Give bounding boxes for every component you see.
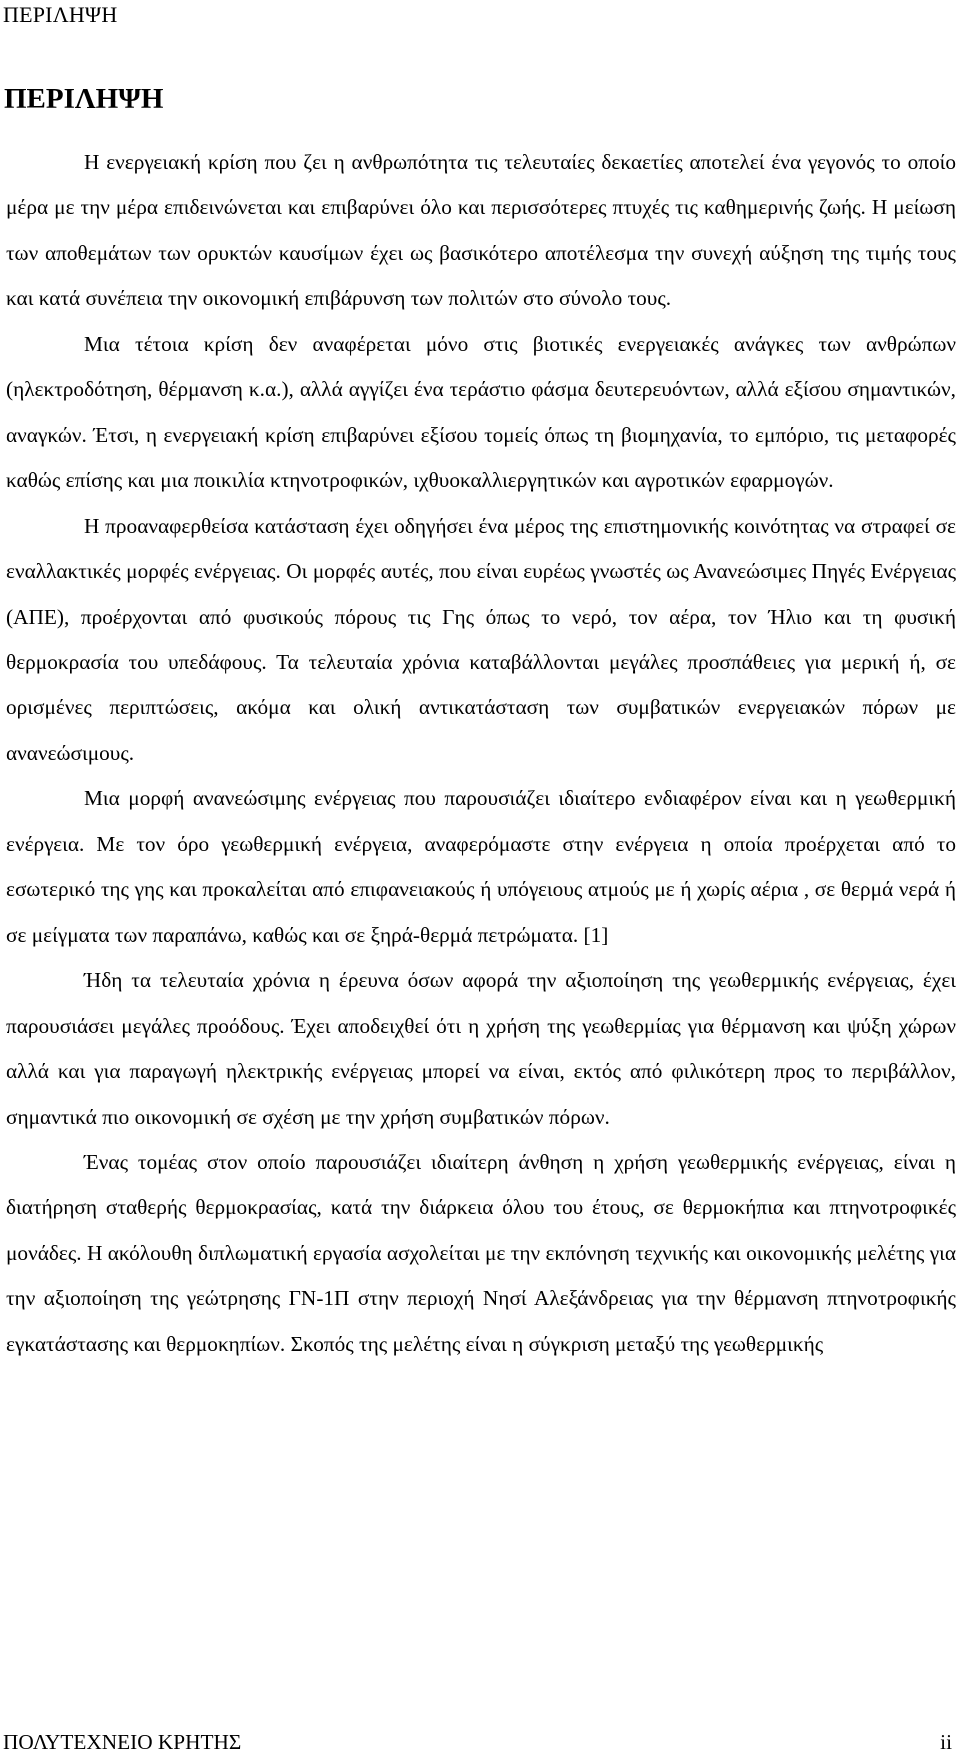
paragraph: Η ενεργειακή κρίση που ζει η ανθρωπότητα τις τελευταίες δεκαετίες αποτελεί ένα γεγονός το οποίο μέρα με την μέρα επιδεινώνεται και επιβαρύνει όλο και περισσότερες πτυχές τις καθημερινής ζωής. Η μείωση των αποθεμάτων των ορυκτών καυσίμων έχει ως βασικότερο αποτέλεσμα την συνεχή αύξηση της τιμής τους και κατά συνέπεια την οικονομική επιβάρυνση των πολιτών στο σύνολο τους. bbox=[6, 150, 956, 311]
footer-divider bbox=[0, 1724, 960, 1725]
paragraph: Μια τέτοια κρίση δεν αναφέρεται μόνο στις βιοτικές ενεργειακές ανάγκες των ανθρώπων (ηλεκτροδότηση, θέρμανση κ.α.), αλλά αγγίζει ένα τεράστιο φάσμα δευτερευόντων, αλλά εξίσου σημαντικών, αναγκών. Έτσι, η ενεργειακή κρίση επιβαρύνει εξίσου τομείς όπως τη βιομηχανία, το εμπόριο, τις μεταφορές καθώς επίσης και μια ποικιλία κτηνοτροφικών, ιχθυοκαλλιεργητικών και αγροτικών εφαρμογών. bbox=[6, 331, 956, 493]
footer-institution: ΠΟΛΥΤΕΧΝΕΙΟ ΚΡΗΤΗΣ bbox=[3, 1730, 242, 1754]
paragraph: Η προαναφερθείσα κατάσταση έχει οδηγήσει ένα μέρος της επιστημονικής κοινότητας να στραφεί σε εναλλακτικές μορφές ενέργειας. Οι μορφές αυτές, που είναι ευρέως γνωστές ως Ανανεώσιμες Πηγές Ενέργειας (ΑΠΕ), προέρχονται από φυσικούς πόρους τις Γης όπως το νερό, τον αέρα, τον Ήλιο και τη φυσική θερμοκρασία του υπεδάφους. Τα τελευταία χρόνια καταβάλλονται μεγάλες προσπάθειες για μερική ή, σε ορισμένες περιπτώσεις, ακόμα και ολική αντικατάσταση των συμβατικών ενεργειακών πόρων με ανανεώσιμους. bbox=[6, 513, 956, 765]
paragraph: Ήδη τα τελευταία χρόνια η έρευνα όσων αφορά την αξιοποίηση της γεωθερμικής ενέργειας, έχει παρουσιάσει μεγάλες προόδους. Έχει αποδειχθεί ότι η χρήση της γεωθερμίας για θέρμανση και ψύξη χώρων αλλά και για παραγωγή ηλεκτρικής ενέργειας μπορεί να είναι, εκτός από φιλικότερη προς το περιβάλλον, σημαντικά πιο οικονομική σε σχέση με την χρήση συμβατικών πόρων. bbox=[6, 968, 956, 1129]
paragraph: Ένας τομέας στον οποίο παρουσιάζει ιδιαίτερη άνθηση η χρήση γεωθερμικής ενέργειας, είναι η διατήρηση σταθερής θερμοκρασίας, κατά την διάρκεια όλου του έτους, σε θερμοκήπια και πτηνοτροφικές μονάδες. Η ακόλουθη διπλωματική εργασία ασχολείται με την εκπόνηση τεχνικής και οικονομικής μελέτης για την αξιοποίηση της γεώτρησης ΓΝ-1Π στην περιοχή Νησί Αλεξάνδρειας για την θέρμανση πτηνοτροφικής εγκατάστασης και θερμοκηπίων. Σκοπός της μελέτης είναι η σύγκριση μεταξύ της γεωθερμικής bbox=[6, 1149, 956, 1356]
page-number: ii bbox=[940, 1730, 952, 1754]
page-title: ΠΕΡΙΛΗΨΗ bbox=[4, 83, 164, 115]
paragraph: Μια μορφή ανανεώσιμης ενέργειας που παρουσιάζει ιδιαίτερο ενδιαφέρον είναι και η γεωθερμική ενέργεια. Με τον όρο γεωθερμική ενέργεια, αναφερόμαστε στην ενέργεια η οποία προέρχεται από το εσωτερικό της γης και προκαλείται από επιφανειακούς ή υπόγειους ατμούς με ή χωρίς αέρια , σε θερμά νερά ή σε μείγματα των παραπάνω, καθώς και σε ξηρά-θερμά πετρώματα. [1] bbox=[6, 786, 956, 947]
running-header: ΠΕΡΙΛΗΨΗ bbox=[3, 2, 118, 27]
body-text bbox=[6, 140, 956, 1367]
